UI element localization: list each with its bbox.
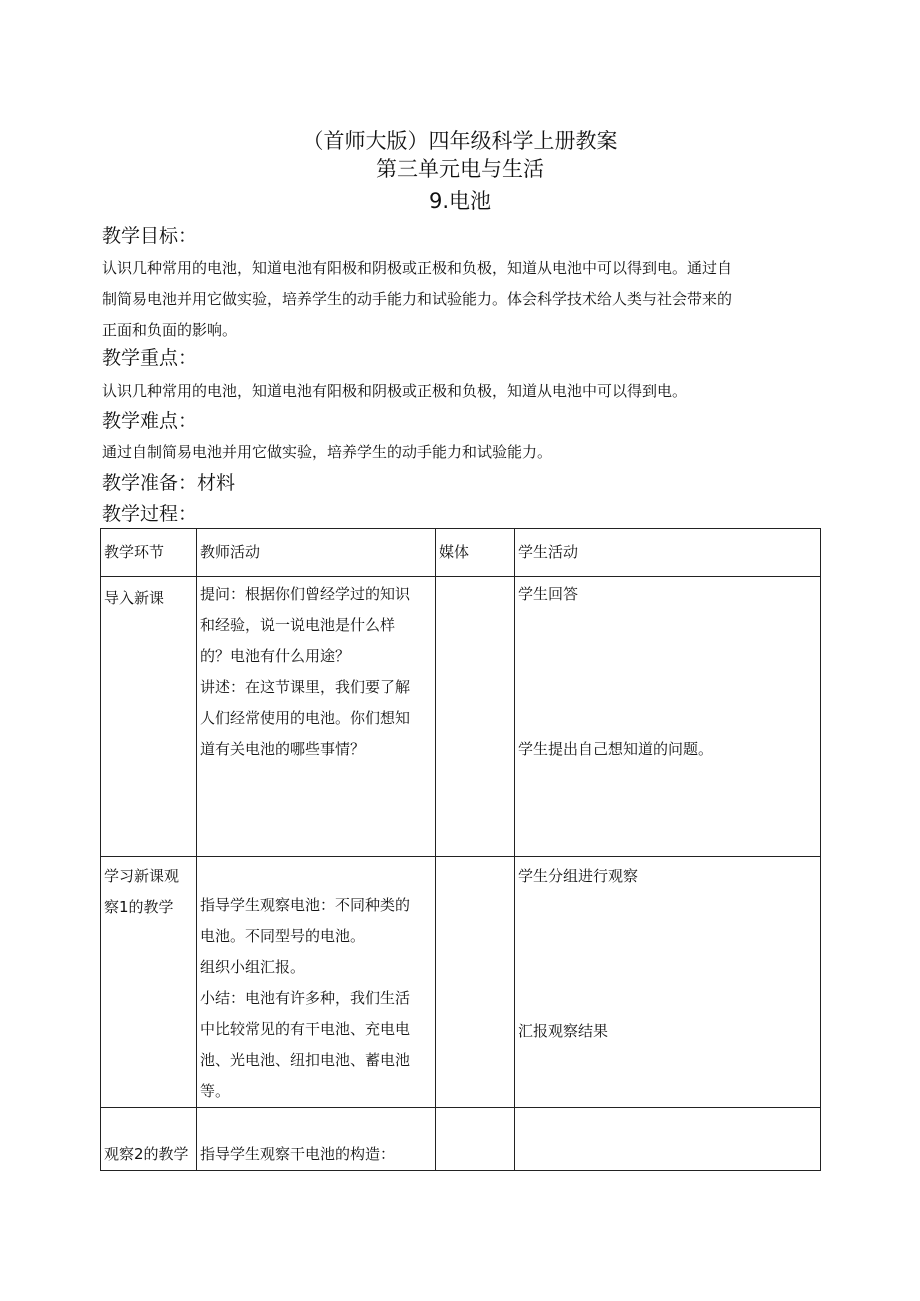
difficulties-heading: 教学难点： xyxy=(102,410,198,432)
header-cell: 学生活动 xyxy=(515,529,821,577)
unit-title: 第三单元电与生活 xyxy=(376,157,544,181)
teacher-line: 和经验，说一说电池是什么样 xyxy=(200,616,396,634)
goals-line: 认识几种常用的电池，知道电池有阳极和阴极或正极和负极，知道从电池中可以得到电。通过自 xyxy=(102,259,733,277)
teacher-line: 电池。不同型号的电池。 xyxy=(200,927,366,945)
process-heading: 教学过程： xyxy=(102,503,198,525)
stage-text: 观察2的教学 xyxy=(104,1145,189,1163)
stage-cell xyxy=(101,577,197,857)
difficulties-text: 通过自制简易电池并用它做实验，培养学生的动手能力和试验能力。 xyxy=(102,443,553,461)
teacher-line: 人们经常使用的电池。你们想知 xyxy=(200,709,411,727)
teacher-line: 的？电池有什么用途？ xyxy=(200,647,351,665)
key-points-text: 认识几种常用的电池，知道电池有阳极和阴极或正极和负极，知道从电池中可以得到电。 xyxy=(102,382,688,400)
stage-cell xyxy=(101,857,197,1108)
stage-text: 导入新课 xyxy=(104,589,165,607)
teacher-cell xyxy=(197,1108,436,1171)
goals-line: 正面和负面的影响。 xyxy=(102,321,238,339)
teacher-line: 中比较常见的有干电池、充电电 xyxy=(200,1020,411,1038)
header-cell: 教学环节 xyxy=(101,529,197,577)
stage-cell xyxy=(101,1108,197,1171)
student-cell xyxy=(515,1108,821,1171)
goals-heading: 教学目标： xyxy=(102,225,198,247)
header-cell: 媒体 xyxy=(436,529,515,577)
teacher-line: 等。 xyxy=(200,1082,231,1100)
student-line: 学生回答 xyxy=(518,585,579,603)
table-header-row xyxy=(101,529,821,577)
student-cell xyxy=(515,857,821,1108)
stage-text: 学习新课观 xyxy=(104,867,180,885)
teacher-line: 道有关电池的哪些事情？ xyxy=(200,740,366,758)
student-line: 学生分组进行观察 xyxy=(518,867,639,885)
key-points-heading: 教学重点： xyxy=(102,347,198,369)
document-title: （首师大版）四年级科学上册教案 xyxy=(302,129,618,153)
preparation-heading: 教学准备：材料 xyxy=(102,472,236,494)
process-table xyxy=(100,528,821,1171)
teacher-line: 指导学生观察电池：不同种类的 xyxy=(200,896,411,914)
teacher-line: 池、光电池、纽扣电池、蓄电池 xyxy=(200,1051,411,1069)
media-cell xyxy=(436,577,515,857)
teacher-line: 讲述：在这节课里，我们要了解 xyxy=(200,678,411,696)
teacher-line: 小结：电池有许多种，我们生活 xyxy=(200,989,411,1007)
table-row xyxy=(101,1108,821,1171)
stage-text: 察1的教学 xyxy=(104,898,174,916)
student-cell xyxy=(515,577,821,857)
media-cell xyxy=(436,857,515,1108)
table-row xyxy=(101,577,821,857)
teacher-cell xyxy=(197,857,436,1108)
teacher-line: 指导学生观察干电池的构造： xyxy=(200,1145,396,1163)
table-row xyxy=(101,857,821,1108)
student-line: 学生提出自己想知道的问题。 xyxy=(518,740,714,758)
goals-text xyxy=(102,253,822,346)
student-line: 汇报观察结果 xyxy=(518,1022,609,1040)
goals-line: 制简易电池并用它做实验，培养学生的动手能力和试验能力。体会科学技术给人类与社会带来的 xyxy=(102,290,733,308)
teacher-line: 组织小组汇报。 xyxy=(200,958,306,976)
teacher-line: 提问：根据你们曾经学过的知识 xyxy=(200,585,411,603)
lesson-title: 9.电池 xyxy=(428,189,492,213)
teacher-cell xyxy=(197,577,436,857)
media-cell xyxy=(436,1108,515,1171)
header-cell: 教师活动 xyxy=(197,529,436,577)
